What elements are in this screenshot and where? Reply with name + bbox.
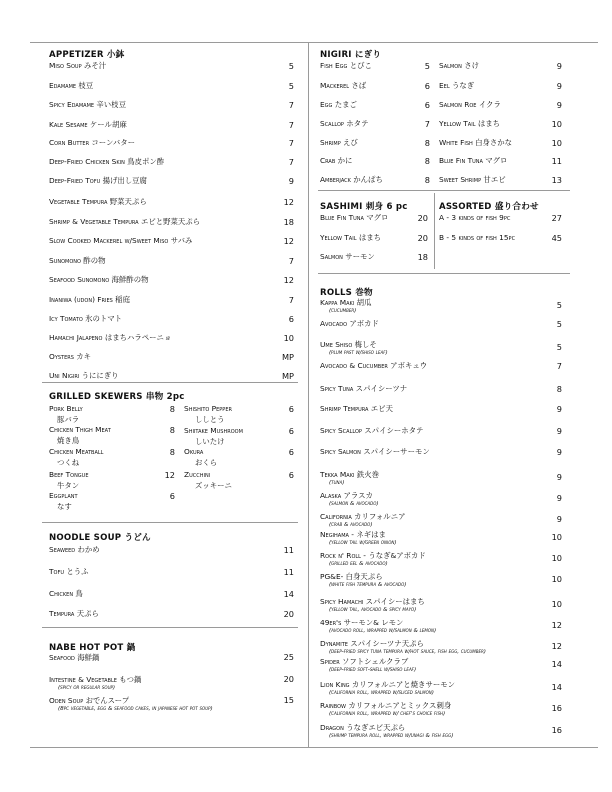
nigiri-name: Egg たまご [320, 100, 357, 109]
nigiri-price: 10 [551, 119, 562, 129]
menu-item-name: Inaniwa (udon) Fries 稲庭 [49, 295, 130, 304]
menu-item-price: 12 [283, 275, 294, 285]
menu-item-price: 5 [288, 61, 294, 71]
menu-item-price: 18 [283, 217, 294, 227]
roll-name: Spicy Tuna スパイシーツナ [320, 384, 408, 393]
nigiri-price: 11 [551, 156, 562, 166]
assorted-name: A - 3 kinds of fish 9pc [439, 213, 511, 222]
roll-note: (grilled eel & avocado) [329, 561, 388, 567]
skewer-jp: なす [57, 502, 72, 511]
menu-item-name: Hamachi Jalapeno はまちハラペーニョ [49, 333, 172, 342]
nigiri-name: Eel うなぎ [439, 81, 475, 90]
nigiri-price: 6 [424, 81, 430, 91]
bottom-rule [30, 747, 598, 748]
menu-item-name: Spicy Edamame 辛い枝豆 [49, 100, 126, 109]
nigiri-price: 8 [424, 175, 430, 185]
roll-note: (tuna) [329, 480, 345, 486]
roll-note: (california roll, wrapped w/sliced salmon) [329, 690, 434, 696]
menu-item-price: 12 [283, 236, 294, 246]
rolls-title: ROLLS 巻物 [320, 288, 373, 298]
noodle-name: Chicken 鳥 [49, 589, 83, 598]
roll-name: Avocado & Cucumber アボキュウ [320, 361, 428, 370]
roll-price: 9 [556, 514, 562, 524]
roll-price: 10 [551, 532, 562, 542]
nigiri-price: 8 [424, 138, 430, 148]
nabe-name: Intestine & Vegetable もつ鍋 [49, 675, 142, 684]
roll-price: 5 [556, 319, 562, 329]
menu-item-name: Edamame 枝豆 [49, 81, 94, 90]
roll-price: 9 [556, 493, 562, 503]
roll-price: 16 [551, 725, 562, 735]
menu-item-price: 6 [288, 314, 294, 324]
roll-price: 10 [551, 574, 562, 584]
roll-price: 16 [551, 703, 562, 713]
nigiri-price: 9 [556, 100, 562, 110]
rule-after-skewers [42, 522, 298, 523]
skewer-price: 8 [169, 404, 175, 414]
rule-after-nigiri [318, 190, 570, 191]
roll-note: (white fish tempura & avocado) [329, 582, 407, 588]
menu-item-name: Kale Sesame ケール胡麻 [49, 120, 127, 129]
roll-name: 49er's サーモン& レモン [320, 618, 404, 627]
roll-name: Alaska アラスカ [320, 491, 373, 500]
nigiri-name: White Fish 白身さかな [439, 138, 513, 147]
column-divider [308, 42, 309, 747]
nigiri-name: Fish Egg とびこ [320, 61, 372, 70]
roll-price: 5 [556, 300, 562, 310]
roll-name: Spider ソフトシェルクラブ [320, 657, 409, 666]
noodle-price: 11 [283, 545, 294, 555]
menu-item-price: 10 [283, 333, 294, 343]
assorted-name: B - 5 kinds of fish 15pc [439, 233, 516, 242]
menu-item-name: Vegetable Tempura 野菜天ぷら [49, 197, 147, 206]
skewer-name: Zucchini [184, 470, 211, 479]
sashimi-price: 20 [417, 233, 428, 243]
roll-name: Rock n' Roll - うなぎ&アボカド [320, 551, 426, 560]
roll-price: 10 [551, 599, 562, 609]
skewer-price: 6 [288, 426, 294, 436]
menu-item-name: Sunomono 酢の物 [49, 256, 106, 265]
nigiri-price: 8 [424, 156, 430, 166]
skewer-name: Chicken Meatball [49, 447, 104, 456]
skewer-jp: つくね [57, 458, 80, 467]
nigiri-price: 10 [551, 138, 562, 148]
menu-item-price: 5 [288, 81, 294, 91]
roll-price: 9 [556, 426, 562, 436]
menu-item-name: Corn Butter コーンバター [49, 138, 136, 147]
menu-item-price: 7 [288, 157, 294, 167]
skewer-jp: しいたけ [195, 437, 225, 446]
roll-name: Spicy Hamachi スパイシーはまち [320, 597, 425, 606]
roll-note: (yellow tail w/green onion) [329, 540, 397, 546]
skewer-jp: 焼き鳥 [57, 436, 80, 445]
menu-item-name: Deep-Fried Chicken Skin 鳥皮ポン酢 [49, 157, 165, 166]
roll-price: 5 [556, 342, 562, 352]
noodle-price: 11 [283, 567, 294, 577]
roll-price: 9 [556, 447, 562, 457]
nigiri-price: 7 [424, 119, 430, 129]
nabe-price: 15 [283, 695, 294, 705]
nigiri-price: 5 [424, 61, 430, 71]
appetizer-title: APPETIZER 小鉢 [49, 50, 125, 60]
roll-name: Spicy Salmon スパイシーサーモン [320, 447, 430, 456]
sashimi-name: Salmon サーモン [320, 252, 375, 261]
sashimi-price: 20 [417, 213, 428, 223]
menu-item-price: 7 [288, 295, 294, 305]
skewer-jp: ししとう [195, 415, 225, 424]
sashimi-title: SASHIMI 刺身 6 pc [320, 202, 408, 212]
roll-price: 12 [551, 620, 562, 630]
skewer-price: 6 [288, 470, 294, 480]
assorted-price: 27 [551, 213, 562, 223]
roll-price: 9 [556, 472, 562, 482]
sashimi-divider [434, 193, 435, 269]
roll-note: (salmon & avocado) [329, 501, 379, 507]
roll-name: Spicy Scallop スパイシーホタテ [320, 426, 424, 435]
nigiri-name: Mackerel さば [320, 81, 367, 90]
roll-name: Tekka Maki 鉄火巻 [320, 470, 379, 479]
skewer-name: Pork Belly [49, 404, 83, 413]
roll-note: (shrimp tempura roll, wrapped w/unagi & fish egg) [329, 733, 454, 739]
roll-price: 10 [551, 553, 562, 563]
roll-name: Rainbow カリフォルニアとミックス刺身 [320, 701, 452, 710]
nigiri-name: Amberjack かんぱち [320, 175, 383, 184]
nigiri-name: Yellow Tail はまち [439, 119, 501, 128]
nigiri-title: NIGIRI にぎり [320, 50, 382, 60]
skewer-price: 6 [288, 447, 294, 457]
nabe-note: (spicy or regular soup) [58, 685, 116, 691]
menu-item-name: Slow Cooked Mackerel w/Sweet Miso サバみ [49, 236, 193, 245]
rule-after-appetizer [42, 382, 298, 383]
sashimi-name: Blue Fin Tuna マグロ [320, 213, 389, 222]
menu-item-name: Shrimp & Vegetable Tempura エビと野菜天ぷら [49, 217, 201, 226]
roll-name: Negihama - ネギはま [320, 530, 386, 539]
roll-name: Dragon うなぎエビ天ぷら [320, 723, 406, 732]
menu-item-price: 7 [288, 100, 294, 110]
menu-item-name: Seafood Sunomono 海鮮酢の物 [49, 275, 149, 284]
roll-name: PG&E- 白身天ぷら [320, 572, 383, 581]
roll-note: (crab & avocado) [329, 522, 373, 528]
rule-after-sashimi [318, 273, 570, 274]
menu-item-price: 9 [288, 176, 294, 186]
top-rule [30, 42, 598, 43]
roll-name: Dynamite スパイシーツナ天ぷら [320, 639, 424, 648]
noodle-name: Tofu とうふ [49, 567, 89, 576]
noodle-name: Tempura 天ぷら [49, 609, 99, 618]
roll-note: (deep-fried spicy tuna tempura w/hot sauce, fish egg, cucumber) [329, 649, 486, 655]
skewer-name: Shiitake Mushroom [184, 426, 243, 435]
menu-item-name: Uni Nigiri うににぎり [49, 371, 119, 380]
nigiri-name: Blue Fin Tuna マグロ [439, 156, 508, 165]
menu-item-price: MP [281, 352, 294, 362]
roll-price: 14 [551, 682, 562, 692]
menu-item-name: Oysters カキ [49, 352, 92, 361]
nigiri-name: Salmon さけ [439, 61, 480, 70]
roll-price: 9 [556, 404, 562, 414]
noodle-name: Seaweed わかめ [49, 545, 100, 554]
skewer-price: 8 [169, 425, 175, 435]
assorted-title: ASSORTED 盛り合わせ [439, 202, 539, 212]
roll-name: California カリフォルニア [320, 512, 406, 521]
nigiri-price: 13 [551, 175, 562, 185]
nigiri-price: 9 [556, 61, 562, 71]
skewer-price: 6 [288, 404, 294, 414]
roll-note: (avocado roll, wrapped w/salmon & lemon) [329, 628, 437, 634]
nabe-name: Oden Soup おでんスープ [49, 696, 130, 705]
skewer-jp: おくら [195, 458, 218, 467]
menu-item-price: 7 [288, 138, 294, 148]
roll-name: Shrimp Tempura エビ天 [320, 404, 393, 413]
roll-price: 7 [556, 361, 562, 371]
nabe-price: 25 [283, 652, 294, 662]
nigiri-price: 9 [556, 81, 562, 91]
menu-item-price: 12 [283, 197, 294, 207]
nabe-price: 20 [283, 674, 294, 684]
roll-note: (california roll, wrapped w/ chef's choice fish) [329, 711, 446, 717]
roll-price: 14 [551, 659, 562, 669]
roll-note: (plum past w/shiso leaf) [329, 350, 388, 356]
nigiri-name: Scallop ホタテ [320, 119, 369, 128]
roll-name: Avocado アボカド [320, 319, 379, 328]
sashimi-name: Yellow Tail はまち [320, 233, 382, 242]
sashimi-price: 18 [417, 252, 428, 262]
skewer-name: Chicken Thigh Meat [49, 425, 111, 434]
noodle-title: NOODLE SOUP うどん [49, 533, 151, 543]
skewer-price: 6 [169, 491, 175, 501]
roll-note: (deep-fried soft-shell w/shiso leaf) [329, 667, 417, 673]
skewer-name: Beef Tongue [49, 470, 89, 479]
roll-price: 12 [551, 641, 562, 651]
skewer-price: 8 [169, 447, 175, 457]
noodle-price: 20 [283, 609, 294, 619]
nigiri-name: Sweet Shrimp 甘エビ [439, 175, 506, 184]
menu-item-price: 7 [288, 256, 294, 266]
nigiri-price: 6 [424, 100, 430, 110]
skewers-title: GRILLED SKEWERS 串物 2pc [49, 392, 185, 402]
rule-after-noodle [42, 627, 298, 628]
skewer-jp: ズッキーニ [195, 481, 232, 490]
menu-item-price: MP [281, 371, 294, 381]
roll-note: (yellow tail, avocado & spicy mayo) [329, 607, 417, 613]
skewer-price: 12 [164, 470, 175, 480]
skewer-name: Okura [184, 447, 204, 456]
nabe-name: Seafood 海鮮鍋 [49, 653, 100, 662]
roll-note: (cucumber) [329, 308, 357, 314]
nigiri-name: Crab かに [320, 156, 353, 165]
roll-price: 8 [556, 384, 562, 394]
menu-item-name: Miso Soup みそ汁 [49, 61, 107, 70]
roll-name: Lion King カリフォルニアと焼きサーモン [320, 680, 456, 689]
skewer-jp: 牛タン [57, 481, 80, 490]
nigiri-name: Shrimp えび [320, 138, 358, 147]
nabe-note: (8pc vegetable, egg & seafood cakes, in japanese hot pot soup) [58, 706, 213, 712]
nigiri-name: Salmon Roe イクラ [439, 100, 501, 109]
roll-name: Kappa Maki 胡瓜 [320, 298, 372, 307]
menu-item-name: Deep-Fried Tofu 揚げ出し豆腐 [49, 176, 147, 185]
assorted-price: 45 [551, 233, 562, 243]
noodle-price: 14 [283, 589, 294, 599]
menu-item-name: Icy Tomato 氷のトマト [49, 314, 123, 323]
menu-item-price: 7 [288, 120, 294, 130]
skewer-jp: 豚バラ [57, 415, 80, 424]
roll-name: Ume Shiso 梅しそ [320, 340, 377, 349]
skewer-name: Eggplant [49, 491, 78, 500]
nabe-title: NABE HOT POT 鍋 [49, 643, 136, 653]
skewer-name: Shishito Pepper [184, 404, 232, 413]
